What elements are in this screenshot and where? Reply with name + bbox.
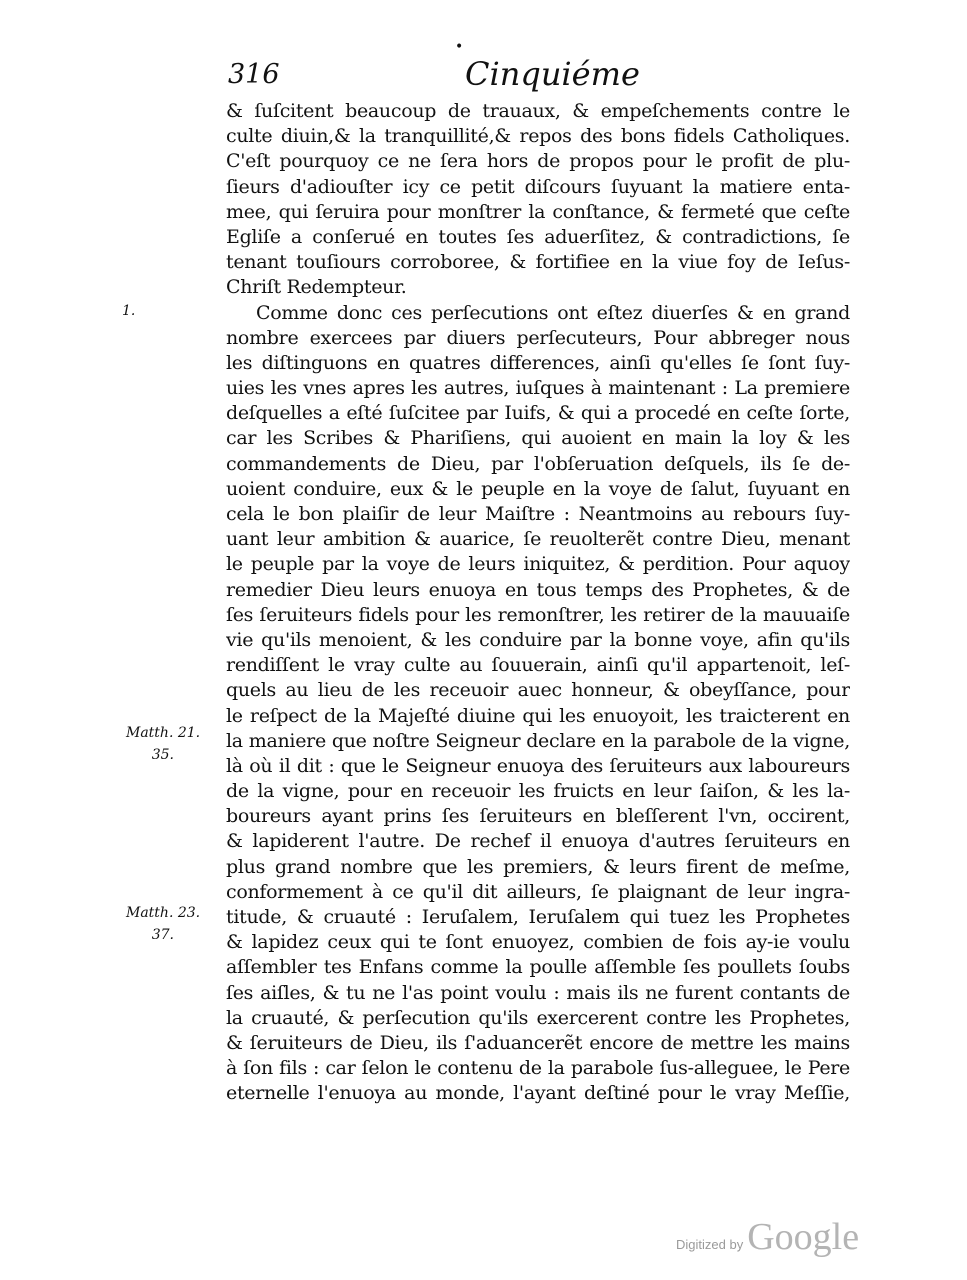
text-line: uies les vnes apres les autres, iuſques à maintenant : La premiere [226, 377, 850, 400]
text-line: Comme donc ces perſecutions ont eſtez diuerſes & en grand [256, 301, 850, 324]
text-line: & ſeruiteurs de Dieu, ils ſ'aduancerẽt encore de mettre les mains [226, 1031, 850, 1054]
text-line: uant leur ambition & auarice, ſe reuolterẽt contre Dieu, menant [226, 528, 850, 551]
text-line: le reſpect de la Majeſté diuine qui les enuoyoit, les traicterent en [226, 704, 850, 727]
text-line: à ſon fils : car ſelon le contenu de la parabole ſus-alleguee, le Pere [226, 1057, 850, 1080]
text-line: & ſuſcitent beaucoup de trauaux, & empeſchements contre le [226, 100, 850, 122]
text-line: cela le bon plaiſir de leur Maiſtre : Neantmoins au rebours ſuy- [226, 503, 850, 525]
text-line: Egliſe a conſerué en toutes ſes aduerſitez, & contradictions, ſe [226, 225, 850, 248]
text-line: vie qu'ils menoient, & les conduire par la bonne voye, afin qu'ils [226, 628, 850, 651]
text-line: ſes aiſles, & tu ne l'as point voulu : mais ils ne furent contants de [226, 981, 850, 1004]
running-head: Cinquiéme [465, 55, 640, 93]
text-line: là où il dit : que le Seigneur enuoya des ſeruiteurs aux laboureurs [226, 754, 850, 777]
text-line: tenant touſiours corroboree, & fortifiee en la viue foy de Ieſus- [226, 251, 850, 274]
digitized-by-google-watermark [676, 1215, 859, 1261]
text-line: le peuple par la voye de leurs iniquitez, & perdition. Pour aquoy [226, 553, 850, 576]
margin-note-text: 35. [151, 747, 174, 763]
text-line: titude, & cruauté : Ieruſalem, Ieruſalem qui tuez les Prophetes [226, 906, 850, 928]
text-line: culte diuin,& la tranquillité,& repos des bons fidels Catholiques. [226, 125, 850, 148]
text-line: ſes ſeruiteurs fidels pour les remonſtrer, les retirer de la mauuaiſe [226, 603, 850, 626]
text-line: mee, qui ſeruira pour monſtrer la conſtance, & fermeté que ceſte [226, 200, 850, 223]
text-line: car les Scribes & Phariſiens, qui auoient en main la loy & les [226, 427, 850, 450]
text-line: & lapidez ceux qui te ſont enuoyez, combien de fois ay-ie voulu [226, 931, 850, 954]
margin-note-matth-23 [126, 902, 201, 946]
text-line: commandements de Dieu, par l'obſeruation deſquels, ils ſe de- [226, 452, 850, 475]
text-line: la cruauté, & perſecution qu'ils exercerent contre les Prophetes, [226, 1006, 850, 1029]
page-number: 316 [228, 59, 280, 90]
text-line: quels au lieu de les receuoir auec honneur, & obeyſſance, pour [226, 679, 850, 702]
text-line: les diſtinguons en quatres differences, ainſi qu'elles ſe ſont ſuy- [226, 351, 850, 374]
margin-note-matth-21 [126, 722, 201, 766]
text-line: plus grand nombre que les premiers, & leurs firent de meſme, [226, 855, 850, 878]
watermark-digitized-by: Digitized by [676, 1237, 744, 1252]
text-line: rendiſſent le vray culte au ſouuerain, ainſi qu'il appartenoit, leſ- [226, 654, 850, 677]
text-line: nombre exercees par diuers perſecuteurs, Pour abbreger nous [226, 326, 850, 349]
text-line: conformement à ce qu'il dit ailleurs, ſe plaignant de leur ingra- [226, 880, 850, 903]
body-text [226, 99, 850, 1107]
watermark-google-logo: Google [747, 1216, 860, 1258]
margin-note-section-number [122, 300, 170, 322]
margin-note-text: Matth. 23. [126, 905, 201, 921]
text-line: aſſembler tes Enfans comme la poulle aſſemble ſes poullets ſoubs [226, 956, 850, 979]
text-line: uoient conduire, eux & le peuple en la voye de ſalut, ſuyuant en [226, 477, 850, 500]
text-line: Chriſt Redempteur. [226, 276, 407, 299]
text-line: boureurs ayant prins ſes ſeruiteurs en bleſſerent l'vn, occirent, [226, 805, 850, 828]
margin-note-text: 37. [151, 927, 174, 943]
text-line: C'eſt pourquoy ce ne ſera hors de propos pour le profit de plu- [226, 150, 850, 173]
text-line: de la vigne, pour en receuoir les fruicts en leur ſaiſon, & les la- [226, 780, 850, 803]
margin-note-text: 1. [122, 303, 136, 319]
text-line: ſieurs d'adiouſter icy ce petit diſcours ſuyuant la matiere enta- [226, 175, 850, 198]
text-line: la maniere que noſtre Seigneur declare en la parabole de la vigne, [226, 729, 850, 752]
text-line: deſquelles a eſté ſuſcitee par Iuifs, & qui a procedé en ceſte ſorte, [226, 402, 850, 425]
text-line: & lapiderent l'autre. De rechef il enuoya d'autres ſeruiteurs en [226, 830, 850, 853]
margin-note-text: Matth. 21. [126, 725, 201, 741]
text-line: remedier Dieu leurs enuoya en tous temps des Prophetes, & de [226, 578, 850, 601]
text-line: eternelle l'enuoya au monde, l'ayant deſtiné pour le vray Meſſie, [226, 1082, 850, 1105]
header-ornament: • [455, 39, 464, 55]
